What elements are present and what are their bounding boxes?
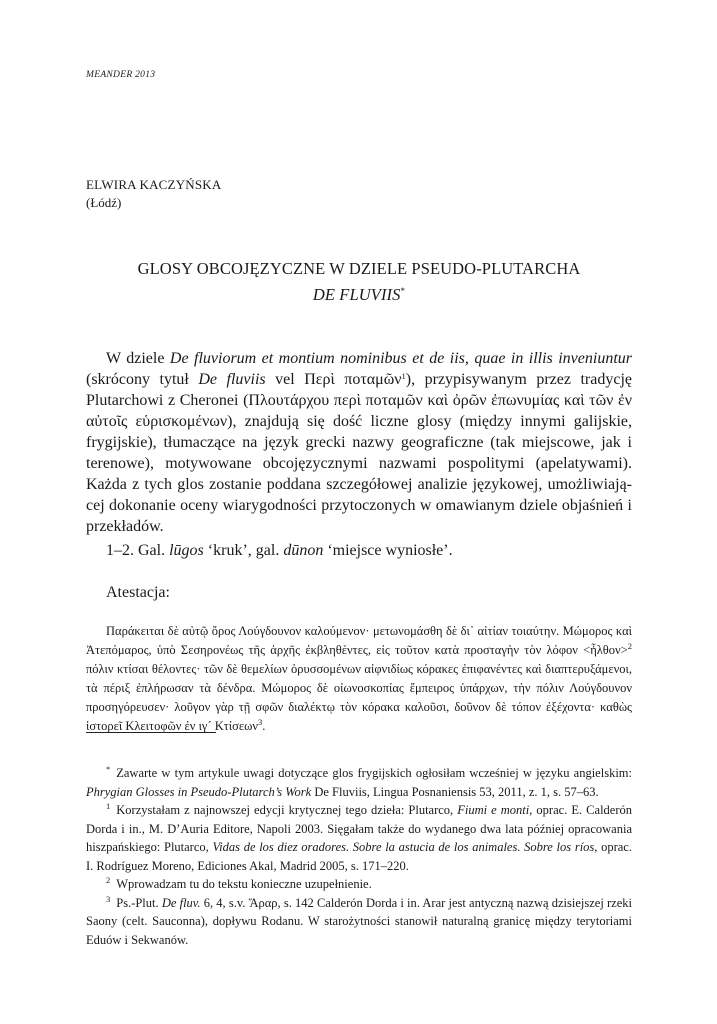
footnote-text: 6, 4, s.v. Ἄραρ, s. 142 Calderón Dorda i in. Arar jest antyczną nazwą dzisiejszej rzeki Saony (celt. Sauconna), dopływu Rodanu. W starożytności stanowił naturalną granicę między terytoriami Eduów i Sekwanów.: [86, 895, 632, 947]
section-prefix: 1–2. Gal.: [106, 542, 170, 559]
section-gloss-1: ‘kruk’, gal.: [203, 542, 284, 559]
footnote-text: , oprac. I. Rodríguez Moreno, Ediciones Akal, Madrid 2005, s. 171–220.: [86, 840, 632, 873]
footnote-3: [86, 894, 632, 950]
attestation-label: Atestacja:: [106, 584, 170, 601]
greek-quotation: [86, 622, 632, 736]
footnote-text: Ps.-Plut.: [116, 895, 162, 910]
p1-part2: (skrócony tytuł: [86, 371, 199, 388]
author-name: ELWIRA KACZYŃSKA: [86, 177, 222, 192]
footnote-star: [86, 764, 632, 801]
p1-part3: vel Περὶ ποταμῶν: [265, 371, 402, 388]
running-head: MEANDER 2013: [86, 70, 156, 80]
footnote-1: [86, 801, 632, 875]
footnote-text: , oprac. E. Calderón Dorda i in., M. D’Auria Editore, Napoli 2003. Sięgałam także do wydanego dwa lata później opracowania hiszpańskiego: Plutarco,: [86, 803, 633, 854]
p1-lead: W dziele: [106, 350, 170, 367]
intro-paragraph: [86, 348, 632, 537]
footnote-text: De Fluviis, Lingua Posnaniensis 53, 2011, z. 1, s. 57–63.: [311, 784, 599, 799]
section-word-lugos: lūgos: [169, 542, 204, 559]
p1-part4: ), przypisywanym przez tradycję Plutarchowi z Cheronei (Πλουτάρχου περὶ ποταμῶν καὶ ὀρῶν ἐπωνυμίας καὶ τῶν ἐν αὐτοῖς εὑρισκομένων), znajdują się dość liczne glosy (między innymi galijskie, frygijskie), tłumaczące na język grecki nazwy geograficzne (tak miejscowe, jak i terenowe), motywowane obcojęzycznymi nazwami pospolitymi (apelatywami). Każda z tych glos zostanie poddana szczegółowej analizie językowej, umożliwiającej dokonanie oceny wiarygodności przytoczonych w omawianym dziele objaśnień i przekładów.: [86, 371, 633, 535]
title-work-name: DE FLUVIIS: [312, 285, 401, 304]
footnote-text: Zawarte w tym artykule uwagi dotyczące glos frygijskich ogłosiłam wcześniej w języku angielskim:: [116, 766, 632, 780]
p1-short-title: De fluviis: [198, 371, 266, 388]
footnote-mark: 3: [106, 893, 111, 904]
section-heading: [86, 540, 632, 561]
footnote-italic: De fluv.: [161, 895, 201, 910]
footnote-mark: 2: [106, 875, 111, 885]
author-block: [86, 176, 221, 212]
section-word-dunon: dūnon: [283, 542, 324, 559]
footnote-mark: 1: [106, 801, 111, 811]
footnotes: [86, 764, 632, 949]
footnote-text: Wprowadzam tu do tekstu konieczne uzupełnienie.: [116, 877, 372, 891]
footnote-ref-2[interactable]: 2: [627, 641, 632, 651]
footnote-ref-3[interactable]: 3: [258, 717, 263, 727]
title-line-2: [86, 280, 632, 306]
footnote-italic: Vidas de los diez oradores. Sobre la astucia de los animales. Sobre los ríos: [212, 840, 595, 854]
author-affiliation: (Łódź): [86, 195, 122, 210]
title-footnote-mark: *: [400, 286, 406, 296]
footnote-mark: *: [106, 764, 111, 774]
footnote-2: [86, 875, 632, 894]
p1-work-title: De fluviorum et montium nominibus et de iis, quae in illis inveniuntur: [169, 350, 632, 367]
quote-part-b: πόλιν κτίσαι θέλοντες· τῶν δὲ θεμελίων ὀρυσσομένων αἰφνιδίως κόρακες ἐπιφανέντες καὶ διαπτερυξάμενοι, τὰ πέριξ ἐπλήρωσαν τὰ δένδρα. Μώμορος δὲ οἰωνοσκοπίας ἔμπειρος ὑπάρχων, τὴν πόλιν Λούγδουνον προσηγόρευσεν· λοῦγον γὰρ τῇ σφῶν διαλέκτῳ τὸν κόρακα καλοῦσι, δοῦνον δὲ τόπον ἐξέχοντα· καθὼς ἱστορεῖ Κλειτοφῶν ἐν ιγ´ Κτίσεων: [86, 662, 632, 733]
title-line-1: GLOSY OBCOJĘZYCZNE W DZIELE PSEUDO-PLUTARCHA: [137, 259, 581, 278]
footnote-italic: Fiumi e monti: [457, 803, 530, 817]
footnote-divider: [86, 732, 216, 733]
footnote-italic: Phrygian Glosses in Pseudo-Plutarch’s Work: [86, 784, 312, 799]
article-title: [86, 258, 632, 306]
footnote-text: Korzystałam z najnowszej edycji krytycznej tego dzieła: Plutarco,: [116, 803, 458, 817]
quote-part-c: .: [262, 719, 266, 733]
quote-part-a: Παράκειται δὲ αὐτῷ ὄρος Λούγδουνον καλούμενον· μετωνομάσθη δὲ δι᾿ αἰτίαν τοιαύτην. Μώμορος καὶ Ἀτεπόμαρος, ὑπὸ Σεσηρονέως τῆς ἀρχῆς ἐκβληθέντες, εἰς τοῦτον κατὰ προσταγὴν τὸν λόφον <ἦλθον>: [86, 624, 632, 657]
footnote-ref-1[interactable]: 1: [401, 371, 406, 381]
section-gloss-2: ‘miejsce wyniosłe’.: [323, 542, 453, 559]
